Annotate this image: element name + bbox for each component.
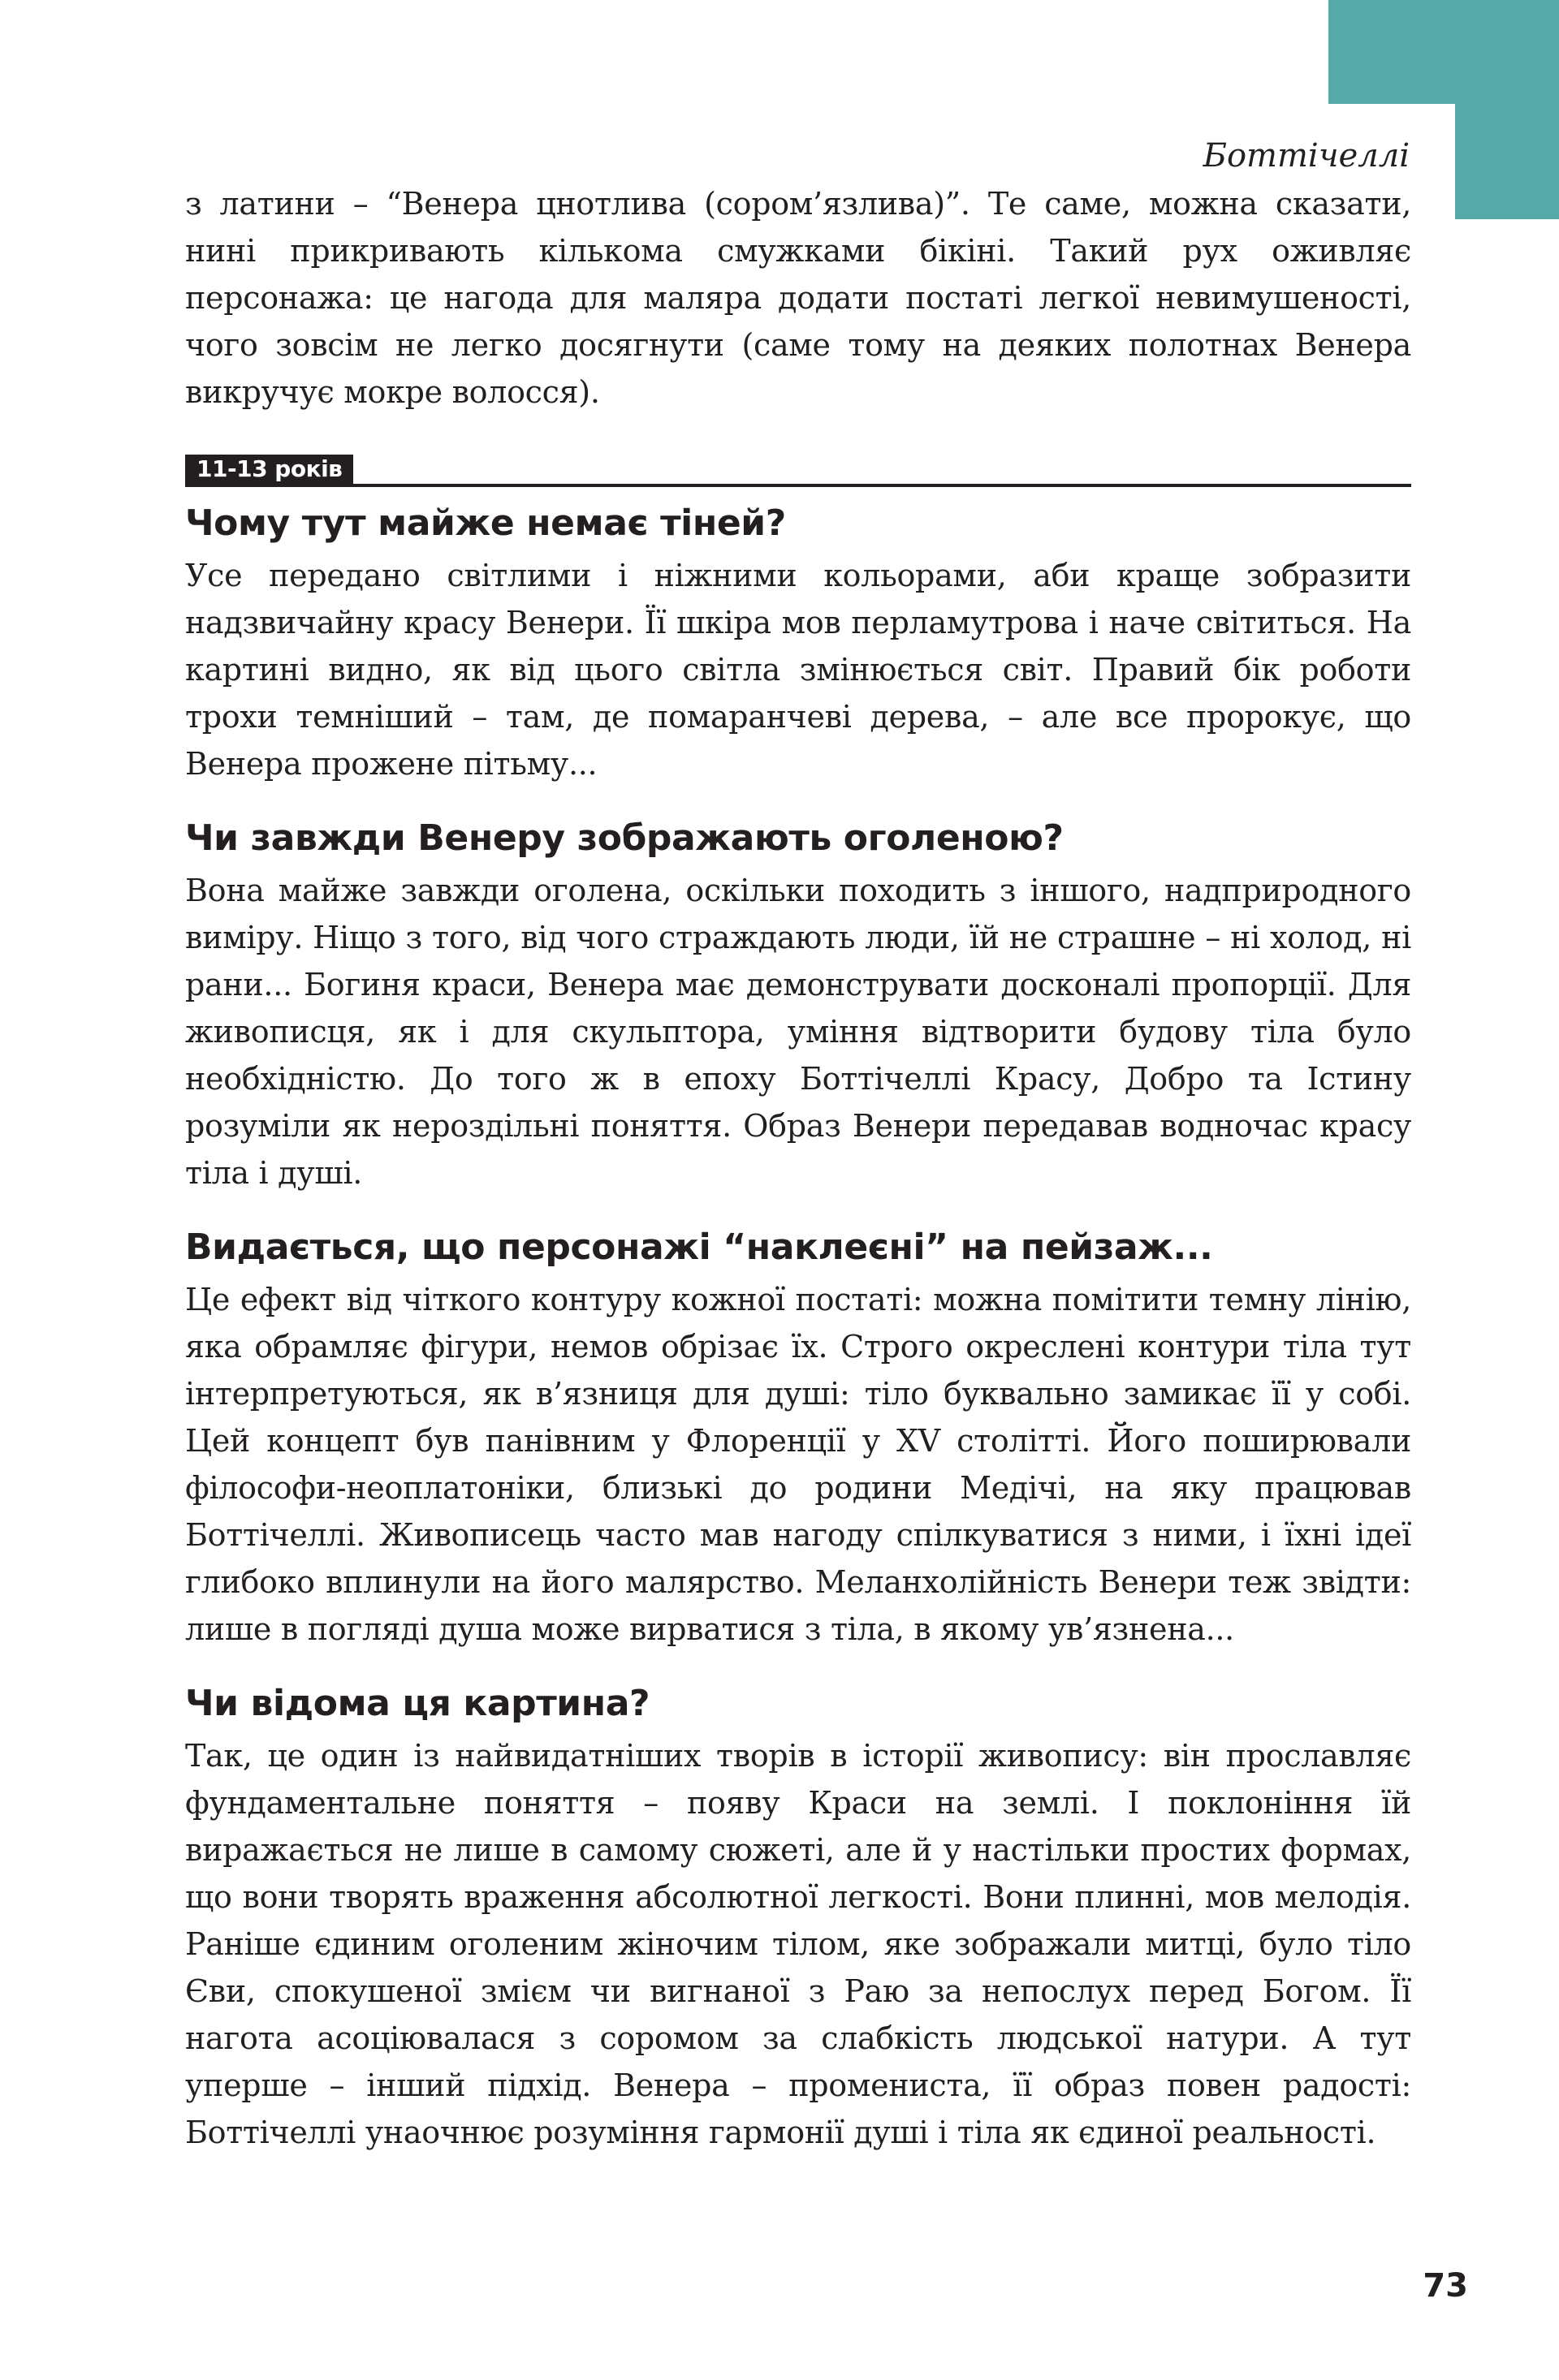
answer-paragraph: Усе передано світлими і ніжними кольорами, аби краще зобразити надзвичайну красу Венери. Її шкіра мов перламутрова і наче світиться. На картині видно, як від цього світла змінюється світ. Правий бік роботи трохи темніший – там, де помаранчеві дерева, – але все пророкує, що Венера прожене пітьму... (185, 558, 1411, 782)
qa-section-shadows (185, 500, 1411, 787)
question-heading: Видається, що персонажі “наклеєні” на пейзаж... (185, 1227, 1213, 1268)
answer-paragraph: Так, це один із найвидатніших творів в історії живопису: він прославляє фундаментальне поняття – появу Краси на землі. І поклоніння їй виражається не лише в самому сюжеті, але й у настільки простих формах, що вони творять враження абсолютної легкості. Вони плинні, мов мелодія. Раніше єдиним оголеним жіночим тілом, яке зображали митці, було тіло Єви, спокушеної змієм чи вигнаної з Раю за непослух перед Богом. Її нагота асоціювалася з соромом за слабкість людської натури. А тут уперше – інший підхід. Венера – промениста, її образ повен радості: Боттічеллі унаочнює розуміння гармонії душі і тіла як єдиної реальності. (185, 1738, 1411, 2150)
running-head: Боттічеллі (1203, 137, 1410, 175)
page-content (185, 180, 1411, 2184)
qa-section-outline (185, 1224, 1411, 1653)
age-section-rule (185, 451, 1411, 487)
intro-paragraph: з латини – “Венера цнотлива (сором’язлива)”. Те саме, можна сказати, нині прикривають кількома смужками бікіні. Такий рух оживляє персонажа: це нагода для маляра додати постаті легкої невимушеності, чого зовсім не легко досягнути (саме тому на деяких полотнах Венера викручує мокре волосся). (185, 186, 1411, 410)
qa-section-fame (185, 1680, 1411, 2156)
age-badge: 11-13 років (185, 455, 353, 484)
qa-section-nude (185, 815, 1411, 1196)
page-number: 73 (1423, 2267, 1468, 2305)
question-heading: Чи завжди Венеру зображають оголеною? (185, 817, 1064, 859)
question-heading: Чому тут майже немає тіней? (185, 502, 786, 544)
answer-paragraph: Це ефект від чіткого контуру кожної постаті: можна помітити темну лінію, яка обрамляє фігури, немов обрізає їх. Строго окреслені контури тіла тут інтерпретуються, як в’язниця для душі: тіло буквально замикає її у собі. Цей концепт був панівним у Флоренції у XV столітті. Його поширювали філософи-неоплатоніки, близькі до родини Медічі, на яку працював Боттічеллі. Живописець часто мав нагоду спілкуватися з ними, і їхні ідеї глибоко вплинули на його малярство. Меланхолійність Венери теж звідти: лише в погляді душа може вирватися з тіла, в якому ув’язнена... (185, 1282, 1411, 1647)
answer-paragraph: Вона майже завжди оголена, оскільки походить з іншого, надприродного виміру. Ніщо з того, від чого страждають люди, їй не страшне – ні холод, ні рани... Богиня краси, Венера має демонструвати досконалі пропорції. Для живописця, як і для скульптора, уміння відтворити будову тіла було необхідністю. До того ж в епоху Боттічеллі Красу, Добро та Істину розуміли як нероздільні поняття. Образ Венери передавав водночас красу тіла і душі. (185, 873, 1411, 1191)
question-heading: Чи відома ця картина? (185, 1683, 650, 1724)
